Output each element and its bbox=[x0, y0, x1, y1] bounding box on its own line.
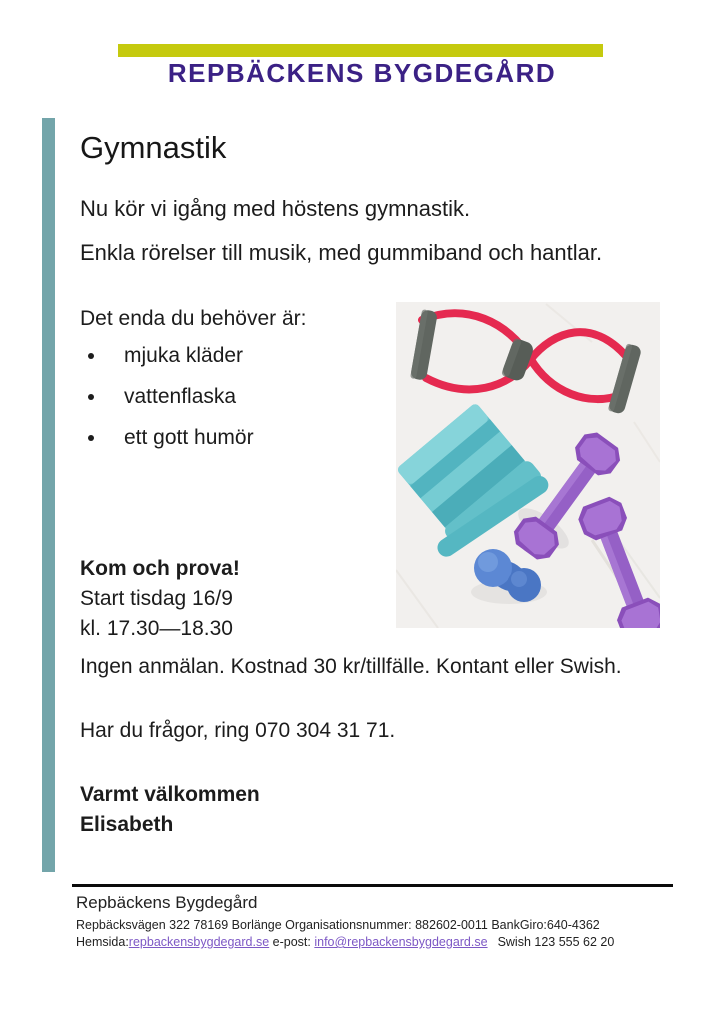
org-title: REPBÄCKENS BYGDEGÅRD bbox=[167, 58, 557, 88]
page-title: Gymnastik bbox=[80, 130, 227, 165]
bullet-icon bbox=[88, 353, 94, 359]
signoff-line-2: Elisabeth bbox=[80, 813, 174, 836]
footer-org-name: Repbäckens Bygdegård bbox=[76, 893, 258, 912]
footer-links-line bbox=[76, 935, 614, 949]
list-item-label: mjuka kläder bbox=[124, 344, 244, 367]
footer-divider bbox=[72, 884, 673, 887]
questions-line: Har du frågor, ring 070 304 31 71. bbox=[80, 719, 396, 742]
list-item-label: ett gott humör bbox=[124, 426, 254, 449]
swish-number: Swish 123 555 62 20 bbox=[497, 935, 615, 949]
list-item bbox=[80, 344, 243, 368]
time-line: kl. 17.30—18.30 bbox=[80, 617, 233, 640]
intro-line-2: Enkla rörelser till musik, med gummiband och hantlar. bbox=[80, 240, 603, 265]
left-accent-bar bbox=[42, 118, 55, 872]
email-label: e-post: bbox=[269, 935, 315, 949]
website-link[interactable]: repbackensbygdegard.se bbox=[128, 935, 270, 949]
list-item-label: vattenflaska bbox=[124, 385, 237, 408]
cta-heading: Kom och prova! bbox=[80, 557, 240, 580]
list-item bbox=[80, 426, 254, 450]
bullet-icon bbox=[88, 394, 94, 400]
start-line: Start tisdag 16/9 bbox=[80, 587, 233, 610]
needs-heading: Det enda du behöver är: bbox=[80, 307, 307, 330]
intro-line-1: Nu kör vi igång med höstens gymnastik. bbox=[80, 196, 471, 221]
signoff-line-1: Varmt välkommen bbox=[80, 783, 260, 806]
list-item bbox=[80, 385, 236, 409]
info-line: Ingen anmälan. Kostnad 30 kr/tillfälle. Kontant eller Swish. bbox=[80, 655, 622, 678]
website-label: Hemsida: bbox=[76, 935, 129, 949]
equipment-photo bbox=[396, 302, 660, 628]
bullet-icon bbox=[88, 435, 94, 441]
header-accent-bar bbox=[118, 44, 603, 57]
email-link[interactable]: info@repbackensbygdegard.se bbox=[314, 935, 488, 949]
footer-address-line: Repbäcksvägen 322 78169 Borlänge Organisationsnummer: 882602-0011 BankGiro:640-4362 bbox=[76, 918, 600, 932]
